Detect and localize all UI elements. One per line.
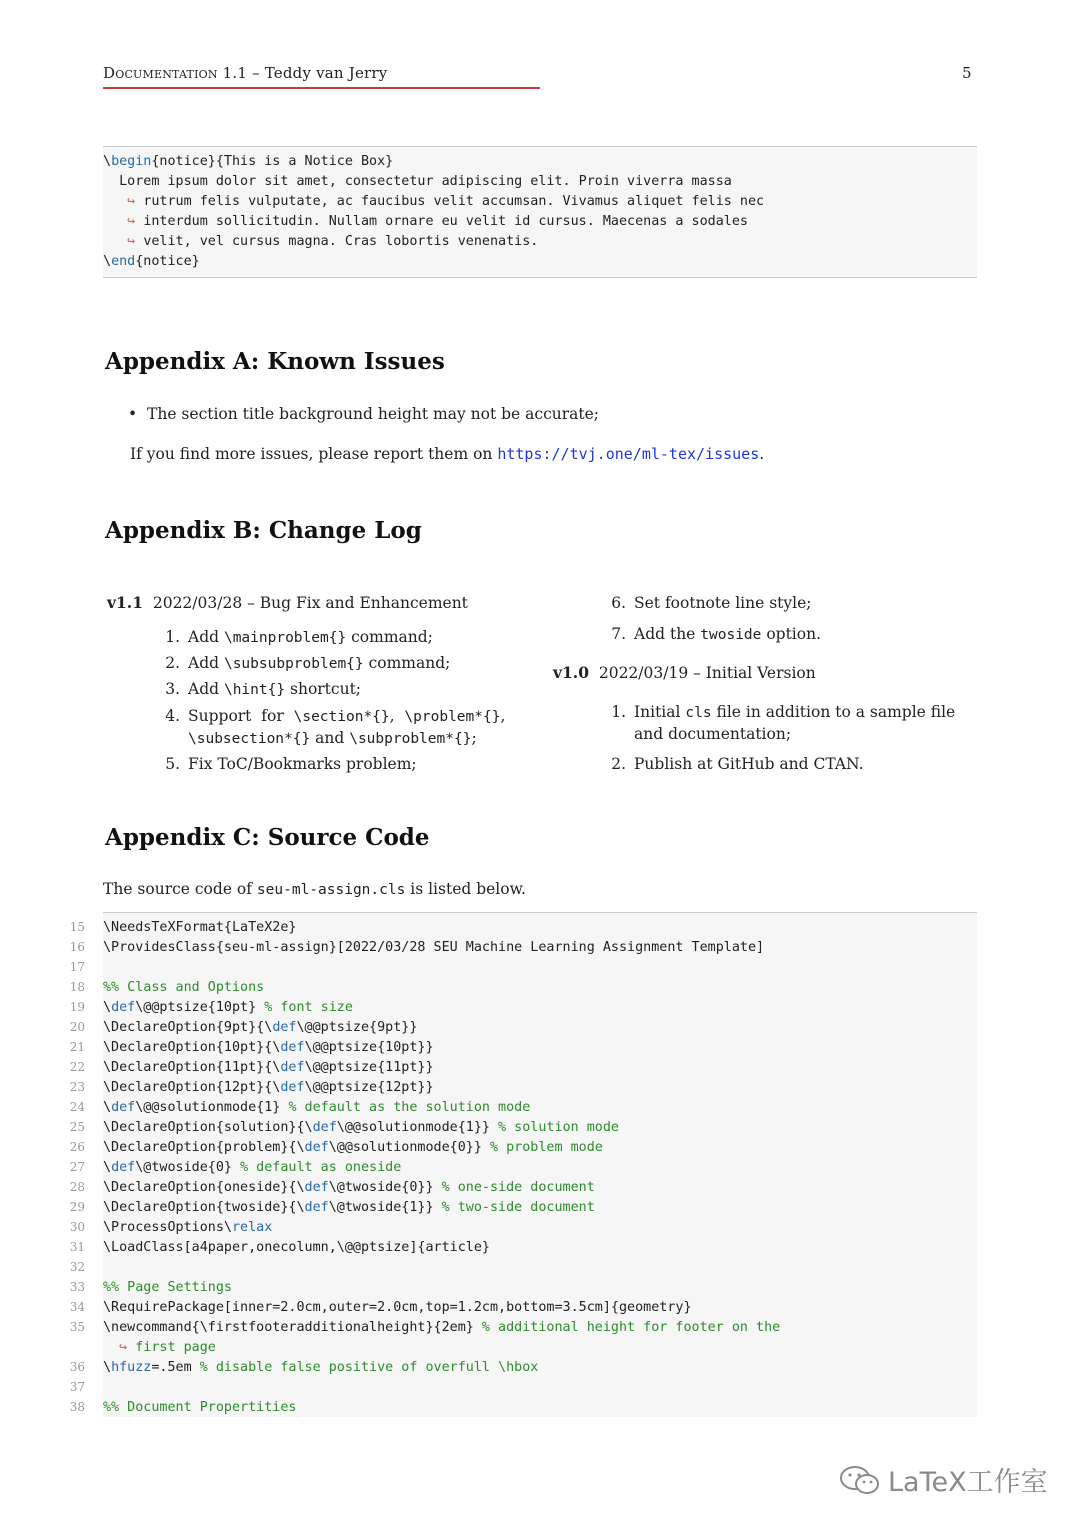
notice-code-block: [103, 146, 977, 278]
code-token: def: [280, 1040, 305, 1055]
code-line: [103, 1398, 296, 1418]
code-token: \@@ptsize{11pt}}: [304, 1060, 434, 1075]
v11-desc: 2022/03/28 – Bug Fix and Enhancement: [152, 594, 468, 612]
code-token: =.5em: [151, 1360, 200, 1375]
line-number: 37: [69, 1380, 85, 1394]
code-token: rutrum felis vulputate, ac faucibus velit accumsan. Vivamus aliquet felis nec: [143, 194, 765, 209]
v10-item-1-cont: and documentation;: [634, 725, 792, 743]
code-line: [103, 1198, 595, 1218]
v10-desc: 2022/03/19 – Initial Version: [598, 664, 816, 682]
code-token: \@twoside{0}: [135, 1160, 241, 1175]
code-token: \@@ptsize{10pt}: [135, 1000, 265, 1015]
line-number: 23: [69, 1080, 85, 1094]
code-line: [103, 1218, 272, 1238]
code-token: \@@solutionmode{0}}: [328, 1140, 490, 1155]
code-token: % default as the solution mode: [288, 1100, 531, 1115]
line-number: 17: [69, 960, 85, 974]
code-token: \: [103, 154, 112, 169]
bullet-icon: •: [128, 405, 138, 423]
report-suffix: .: [759, 445, 765, 463]
appendix-b-title: Appendix B: Change Log: [105, 517, 422, 544]
report-line: [130, 444, 764, 464]
code-token: \DeclareOption{twoside}{\: [103, 1200, 305, 1215]
line-number: [55, 1337, 85, 1357]
code-token: hfuzz: [111, 1360, 152, 1375]
code-line: [103, 918, 296, 938]
doc-author: Teddy van Jerry: [264, 64, 388, 82]
v10-item-2: 2. Publish at GitHub and CTAN.: [611, 755, 864, 773]
line-number: 18: [69, 980, 85, 994]
code-token: \DeclareOption{oneside}{\: [103, 1180, 305, 1195]
code-line: [103, 192, 764, 212]
v11-heading: [107, 592, 468, 614]
wechat-icon: [838, 1463, 882, 1504]
code-line: [103, 998, 353, 1018]
line-number: 15: [69, 920, 85, 934]
code-token: relax: [232, 1220, 273, 1235]
v10-tag: v1.0: [553, 663, 589, 682]
header-rule: [103, 87, 540, 89]
code-token: \@@ptsize{10pt}}: [304, 1040, 434, 1055]
code-token: def: [304, 1180, 329, 1195]
code-token: ↪: [103, 1340, 136, 1355]
changelog-item-4: 4. Support for \section*{}, \problem*{},: [165, 707, 506, 725]
line-number: 22: [69, 1060, 85, 1074]
line-number: 34: [69, 1300, 85, 1314]
code-token: Lorem ipsum dolor sit amet, consectetur adipiscing elit. Proin viverra massa: [103, 174, 732, 189]
line-number: 38: [69, 1400, 85, 1414]
line-number: 35: [69, 1320, 85, 1334]
code-token: % one-side document: [441, 1180, 595, 1195]
code-token: % default as oneside: [240, 1160, 402, 1175]
code-token: \newcommand{\firstfooteradditionalheight}{2em}: [103, 1320, 482, 1335]
appendix-a-title: Appendix A: Known Issues: [105, 348, 445, 375]
appendix-c-title: Appendix C: Source Code: [105, 824, 430, 851]
code-token: \@twoside{0}}: [328, 1180, 442, 1195]
code-token: interdum sollicitudin. Nullam ornare eu velit id cursus. Maecenas a sodales: [143, 214, 748, 229]
code-line: [103, 1298, 692, 1318]
doc-version: 1.1: [222, 64, 248, 82]
code-token: \@@solutionmode{1}}: [336, 1120, 499, 1135]
line-number: 33: [69, 1280, 85, 1294]
code-token: def: [272, 1020, 297, 1035]
code-line: [103, 1178, 595, 1198]
changelog-item-4-cont: \subsection*{} and \subproblem*{};: [188, 729, 477, 747]
code-token: \@twoside{1}}: [328, 1200, 442, 1215]
code-token: \RequirePackage[inner=2.0cm,outer=2.0cm,top=1.2cm,bottom=3.5cm]{geometry}: [103, 1300, 692, 1315]
code-line: [103, 1158, 401, 1178]
code-token: def: [111, 1100, 136, 1115]
code-line: [103, 212, 748, 232]
line-number: 36: [69, 1360, 85, 1374]
line-number: 29: [69, 1200, 85, 1214]
code-token: ↪: [103, 234, 144, 249]
line-number: 19: [69, 1000, 85, 1014]
code-line: [103, 1098, 530, 1118]
code-line: [103, 1078, 434, 1098]
code-line: [103, 152, 393, 172]
line-number: 20: [69, 1020, 85, 1034]
code-line: [103, 1338, 216, 1358]
code-token: %% Class and Options: [103, 980, 265, 995]
known-issue-item: [128, 404, 599, 424]
code-token: def: [312, 1120, 337, 1135]
changelog-item-3: 3. Add \hint{} shortcut;: [165, 680, 362, 698]
running-head: [103, 64, 387, 82]
line-number: 16: [69, 940, 85, 954]
line-number: 26: [69, 1140, 85, 1154]
code-token: \DeclareOption{problem}{\: [103, 1140, 305, 1155]
source-code-block: [103, 912, 977, 1417]
code-token: def: [304, 1200, 329, 1215]
code-line: [103, 1018, 417, 1038]
doc-name: Documentation: [103, 64, 218, 82]
code-token: \: [103, 1000, 112, 1015]
code-line: [103, 1118, 619, 1138]
code-token: def: [280, 1080, 305, 1095]
code-line: [103, 232, 538, 252]
known-issue-text: The section title background height may not be accurate;: [147, 405, 600, 423]
code-token: \ProvidesClass{seu-ml-assign}[2022/03/28 SEU Machine Learning Assignment Template]: [103, 940, 765, 955]
code-token: def: [280, 1060, 305, 1075]
code-line: [103, 252, 200, 272]
watermark-text: LaTeX工作室: [888, 1467, 1048, 1498]
code-token: \: [103, 254, 112, 269]
code-token: %% Page Settings: [103, 1280, 232, 1295]
code-token: \DeclareOption{12pt}{\: [103, 1080, 281, 1095]
changelog-item-5: 5. Fix ToC/Bookmarks problem;: [165, 755, 417, 773]
code-token: {notice}: [135, 254, 200, 269]
code-line: [103, 172, 732, 192]
code-token: % additional height for footer on the: [481, 1320, 781, 1335]
page-number: 5: [962, 64, 972, 82]
header-separator: –: [252, 64, 260, 82]
code-token: first page: [135, 1340, 216, 1355]
code-line: [103, 938, 764, 958]
code-token: \: [103, 1100, 112, 1115]
v11-tag: v1.1: [107, 593, 143, 612]
code-token: velit, vel cursus magna. Cras lobortis venenatis.: [143, 234, 539, 249]
code-token: \@@ptsize{9pt}}: [296, 1020, 418, 1035]
line-number: 21: [69, 1040, 85, 1054]
line-number: 27: [69, 1160, 85, 1174]
v10-item-1: 1. Initial cls file in addition to a sample file: [611, 703, 956, 721]
code-token: \NeedsTeXFormat{LaTeX2e}: [103, 920, 297, 935]
source-file-name: seu-ml-assign.cls: [256, 882, 406, 898]
code-token: \DeclareOption{solution}{\: [103, 1120, 313, 1135]
code-token: ↪: [103, 214, 144, 229]
line-number: 30: [69, 1220, 85, 1234]
code-line: [103, 978, 264, 998]
source-intro-prefix: The source code of: [103, 880, 257, 898]
code-token: ↪: [103, 194, 144, 209]
report-prefix: If you find more issues, please report them on: [130, 445, 498, 463]
line-number: 25: [69, 1120, 85, 1134]
watermark: [838, 1460, 1048, 1504]
code-token: \@@ptsize{12pt}}: [304, 1080, 434, 1095]
code-token: \: [103, 1160, 112, 1175]
source-intro: [103, 879, 526, 900]
issues-link[interactable]: https://tvj.one/ml-tex/issues: [497, 445, 760, 463]
code-line: [103, 1238, 490, 1258]
line-number: 31: [69, 1240, 85, 1254]
code-token: def: [304, 1140, 329, 1155]
source-intro-suffix: is listed below.: [405, 880, 526, 898]
code-token: \@@solutionmode{1}: [135, 1100, 289, 1115]
line-number: 32: [69, 1260, 85, 1274]
line-number: 24: [69, 1100, 85, 1114]
code-token: % two-side document: [441, 1200, 595, 1215]
changelog-item-1: 1. Add \mainproblem{} command;: [165, 628, 433, 646]
changelog-item-7: 7. Add the twoside option.: [611, 625, 821, 643]
code-token: \ProcessOptions\: [103, 1220, 232, 1235]
code-line: [103, 1038, 434, 1058]
code-line: [103, 1138, 603, 1158]
code-token: % solution mode: [498, 1120, 619, 1135]
changelog-item-2: 2. Add \subsubproblem{} command;: [165, 654, 451, 672]
code-line: [103, 1318, 780, 1338]
code-token: % disable false positive of overfull \hbox: [199, 1360, 539, 1375]
v10-heading: [553, 662, 816, 684]
code-token: \: [103, 1360, 112, 1375]
code-line: [103, 1358, 538, 1378]
code-token: \DeclareOption{10pt}{\: [103, 1040, 281, 1055]
code-token: \DeclareOption{11pt}{\: [103, 1060, 281, 1075]
code-token: end: [111, 254, 136, 269]
code-token: %% Document Propertities: [103, 1400, 297, 1415]
line-number: 28: [69, 1180, 85, 1194]
code-token: % problem mode: [489, 1140, 603, 1155]
code-line: [103, 1278, 232, 1298]
code-line: [103, 1058, 434, 1078]
code-token: def: [111, 1160, 136, 1175]
code-token: \LoadClass[a4paper,onecolumn,\@@ptsize]{article}: [103, 1240, 490, 1255]
changelog-item-6: 6. Set footnote line style;: [611, 594, 812, 612]
code-token: def: [111, 1000, 136, 1015]
code-token: {notice}{This is a Notice Box}: [151, 154, 394, 169]
code-token: % font size: [264, 1000, 353, 1015]
code-token: begin: [111, 154, 152, 169]
code-token: \DeclareOption{9pt}{\: [103, 1020, 273, 1035]
